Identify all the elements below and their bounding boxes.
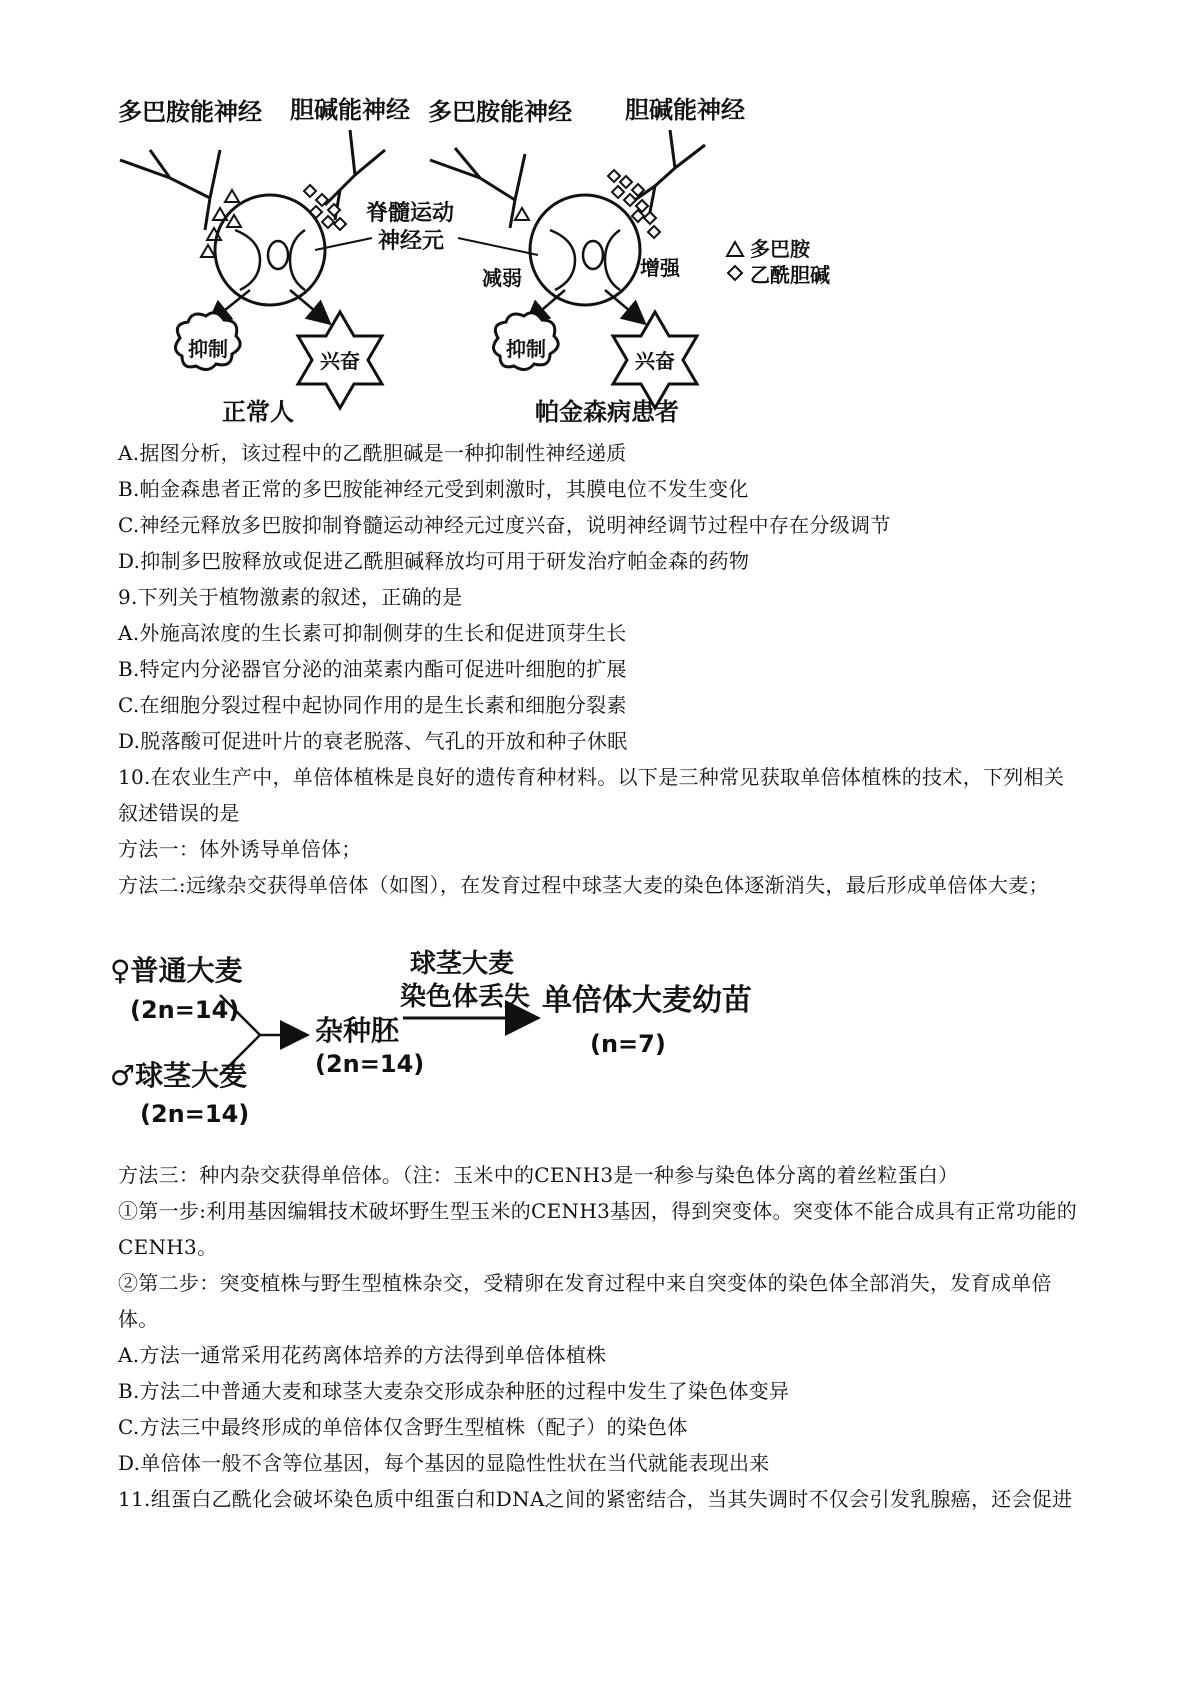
male-karyotype: (2n=14) (140, 1100, 250, 1128)
q10-method3: 方法三：种内杂交获得单倍体。（注：玉米中的CENH3是一种参与染色体分离的着丝粒蛋白） (118, 1163, 959, 1187)
q10-option-c: C.方法三中最终形成的单倍体仅含野生型植株（配子）的染色体 (118, 1415, 688, 1439)
q9-option-d: D.脱落酸可促进叶片的衰老脱落、气孔的开放和种子休眠 (118, 729, 628, 753)
left-caption: 正常人 (222, 398, 294, 426)
right-dopamine-neuron-label: 多巴胺能神经 (428, 98, 572, 126)
q8-option-d: D.抑制多巴胺释放或促进乙酰胆碱释放均可用于研发治疗帕金森的药物 (118, 549, 750, 573)
q8-option-b: B.帕金森患者正常的多巴胺能神经元受到刺激时，其膜电位不发生变化 (118, 477, 749, 501)
result-label: 单倍体大麦幼苗 (542, 983, 752, 1018)
right-ach-neuron-label: 胆碱能神经 (625, 96, 745, 124)
q10-option-b: B.方法二中普通大麦和球茎大麦杂交形成杂种胚的过程中发生了染色体变异 (118, 1379, 790, 1403)
left-dopamine-neuron-label: 多巴胺能神经 (118, 98, 262, 126)
q9-option-b: B.特定内分泌器官分泌的油菜素内酯可促进叶细胞的扩展 (118, 657, 627, 681)
q8-option-c: C.神经元释放多巴胺抑制脊髓运动神经元过度兴奋，说明神经调节过程中存在分级调节 (118, 513, 891, 537)
left-inhibit-label: 抑制 (188, 337, 228, 361)
q10-stem-line2: 叙述错误的是 (118, 801, 240, 825)
process-top-label: 球茎大麦 (410, 949, 515, 979)
q10-option-d: D.单倍体一般不含等位基因，每个基因的显隐性性状在当代就能表现出来 (118, 1451, 770, 1475)
q9-option-a: A.外施高浓度的生长素可抑制侧芽的生长和促进顶芽生长 (118, 621, 627, 645)
neural-regulation-figure (110, 90, 940, 430)
q9-stem: 9.下列关于植物激素的叙述，正确的是 (118, 585, 463, 609)
q10-option-a: A.方法一通常采用花药离体培养的方法得到单倍体植株 (118, 1343, 607, 1367)
left-spinal-motor-neuron (215, 195, 325, 305)
legend-triangle-icon (727, 242, 743, 256)
q10-method1: 方法一：体外诱导单倍体； (118, 837, 362, 861)
right-caption: 帕金森病患者 (535, 398, 679, 426)
weaken-label: 减弱 (482, 266, 522, 290)
spinal-label-line1: 脊髓运动 (366, 201, 455, 226)
q10-step2-line1: ②第二步：突变植株与野生型植株杂交，受精卵在发育过程中来自突变体的染色体全部消失，发育成单倍 (118, 1271, 1052, 1295)
q10-stem-line1: 10.在农业生产中，单倍体植株是良好的遗传育种材料。以下是三种常见获取单倍体植株的技术，下列相关 (118, 765, 1065, 789)
result-karyotype: (n=7) (590, 1030, 666, 1058)
q10-step1-line1: ①第一步:利用基因编辑技术破坏野生型玉米的CENH3基因，得到突变体。突变体不能合成具有正常功能的 (118, 1199, 1078, 1223)
right-inhibit-label: 抑制 (506, 337, 546, 361)
right-spinal-motor-neuron (530, 195, 640, 305)
cross-connector (220, 995, 305, 1075)
legend-dopamine-label: 多巴胺 (750, 237, 810, 261)
spinal-label-line2: 神经元 (378, 229, 445, 254)
q10-method2: 方法二:远缘杂交获得单倍体（如图），在发育过程中球茎大麦的染色体逐渐消失，最后形成单倍体大麦； (118, 873, 1049, 897)
right-ach-neuron (635, 130, 705, 212)
enhance-label: 增强 (640, 256, 680, 280)
q9-option-c: C.在细胞分裂过程中起协同作用的是生长素和细胞分裂素 (118, 693, 627, 717)
left-ach-neuron-label: 胆碱能神经 (290, 96, 410, 124)
legend-diamond-icon (728, 266, 742, 280)
male-parent-label: ♂球茎大麦 (110, 1059, 248, 1092)
left-excite-label: 兴奋 (320, 349, 360, 373)
legend-ach-label: 乙酰胆碱 (750, 263, 830, 287)
female-karyotype: (2n=14) (130, 996, 240, 1024)
q10-step2-line2: 体。 (118, 1307, 159, 1331)
left-dopamine-neuron (120, 150, 220, 230)
q11-stem-line1: 11.组蛋白乙酰化会破坏染色质中组蛋白和DNA之间的紧密结合，当其失调时不仅会引发乳腺癌，还会促进 (118, 1487, 1073, 1511)
hybrid-karyotype: (2n=14) (315, 1050, 425, 1078)
process-bottom-label: 染色体丢失 (400, 982, 531, 1012)
female-parent-label: ♀普通大麦 (110, 954, 243, 987)
right-dopamine-triangles (515, 208, 529, 220)
q10-step1-line2: CENH3。 (118, 1235, 218, 1259)
barley-haploid-figure (110, 940, 830, 1140)
hybrid-embryo-label: 杂种胚 (315, 1014, 400, 1047)
right-excite-label: 兴奋 (635, 349, 675, 373)
q8-option-a: A.据图分析，该过程中的乙酰胆碱是一种抑制性神经递质 (118, 441, 627, 465)
